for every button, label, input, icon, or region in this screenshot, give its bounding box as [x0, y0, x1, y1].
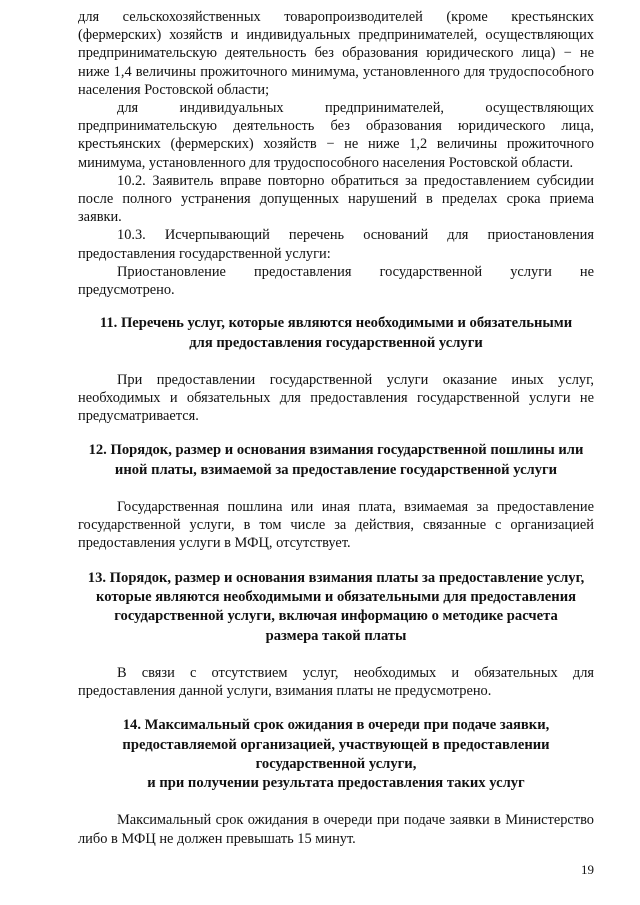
heading-line: государственной услуги, включая информацию о методике расчета: [114, 608, 558, 625]
document-page: [78, 8, 594, 848]
paragraph-section-12: Государственная пошлина или иная плата, взимаемая за предоставление государственной услуги, в том числе за действия, связанные с организацией предоставления услуги в МФЦ, отсутствует.: [78, 499, 594, 552]
heading-line: 13. Порядок, размер и основания взимания платы за предоставление услуг,: [87, 569, 585, 586]
heading-line: размера такой платы: [265, 627, 407, 644]
heading-section-14: [78, 716, 594, 793]
heading-line: иной платы, взимаемой за предоставление государственной услуги: [114, 461, 558, 478]
heading-section-13: [78, 569, 594, 646]
paragraph-section-14: Максимальный срок ожидания в очереди при подаче заявки в Министерство либо в МФЦ не должен превышать 15 минут.: [78, 812, 594, 847]
heading-line: государственной услуги,: [255, 755, 417, 772]
paragraph-10-3: 10.3. Исчерпывающий перечень оснований для приостановления предоставления государственной услуги:: [78, 227, 594, 262]
heading-line: 11. Перечень услуг, которые являются необходимыми и обязательными: [99, 315, 573, 332]
paragraph-entrepreneurs: для индивидуальных предпринимателей, осуществляющих предпринимательскую деятельность без образования юридического лица, крестьянских (фермерских) хозяйств − не ниже 1,2 величины прожиточного минимума, установленного для трудоспособного населения Ростовской области.: [78, 100, 594, 171]
heading-line: 14. Максимальный срок ожидания в очереди при подаче заявки,: [122, 717, 550, 734]
paragraph-section-13: В связи с отсутствием услуг, необходимых и обязательных для предоставления данной услуги, взимания платы не предусмотрено.: [78, 664, 594, 700]
paragraph-10-2: 10.2. Заявитель вправе повторно обратиться за предоставлением субсидии после полного устранения допущенных нарушений в пределах срока приема заявки.: [78, 172, 594, 226]
paragraph-suspension: Приостановление предоставления государственной услуги не предусмотрено.: [78, 263, 594, 299]
heading-line: предоставляемой организацией, участвующей в предоставлении: [122, 736, 550, 753]
heading-section-12: [78, 441, 594, 480]
heading-line: 12. Порядок, размер и основания взимания государственной пошлины или: [88, 442, 584, 459]
page-number: 19: [581, 862, 594, 877]
heading-line: и при получении результата предоставления таких услуг: [147, 775, 525, 792]
heading-section-11: [78, 314, 594, 353]
heading-line: которые являются необходимыми и обязательными для предоставления: [96, 588, 576, 605]
paragraph-section-11: При предоставлении государственной услуги оказание иных услуг, необходимых и обязательных для предоставления государственной услуги не предусматривается.: [78, 371, 594, 425]
paragraph-agri-producers: для сельскохозяйственных товаропроизводителей (кроме крестьянских (фермерских) хозяйств и индивидуальных предпринимателей, осуществляющих предпринимательскую деятельность без образования юридического лица) − не ниже 1,4 величины прожиточного минимума, установленного для трудоспособного населения Ростовской области;: [78, 9, 594, 98]
heading-line: для предоставления государственной услуги: [189, 334, 483, 351]
